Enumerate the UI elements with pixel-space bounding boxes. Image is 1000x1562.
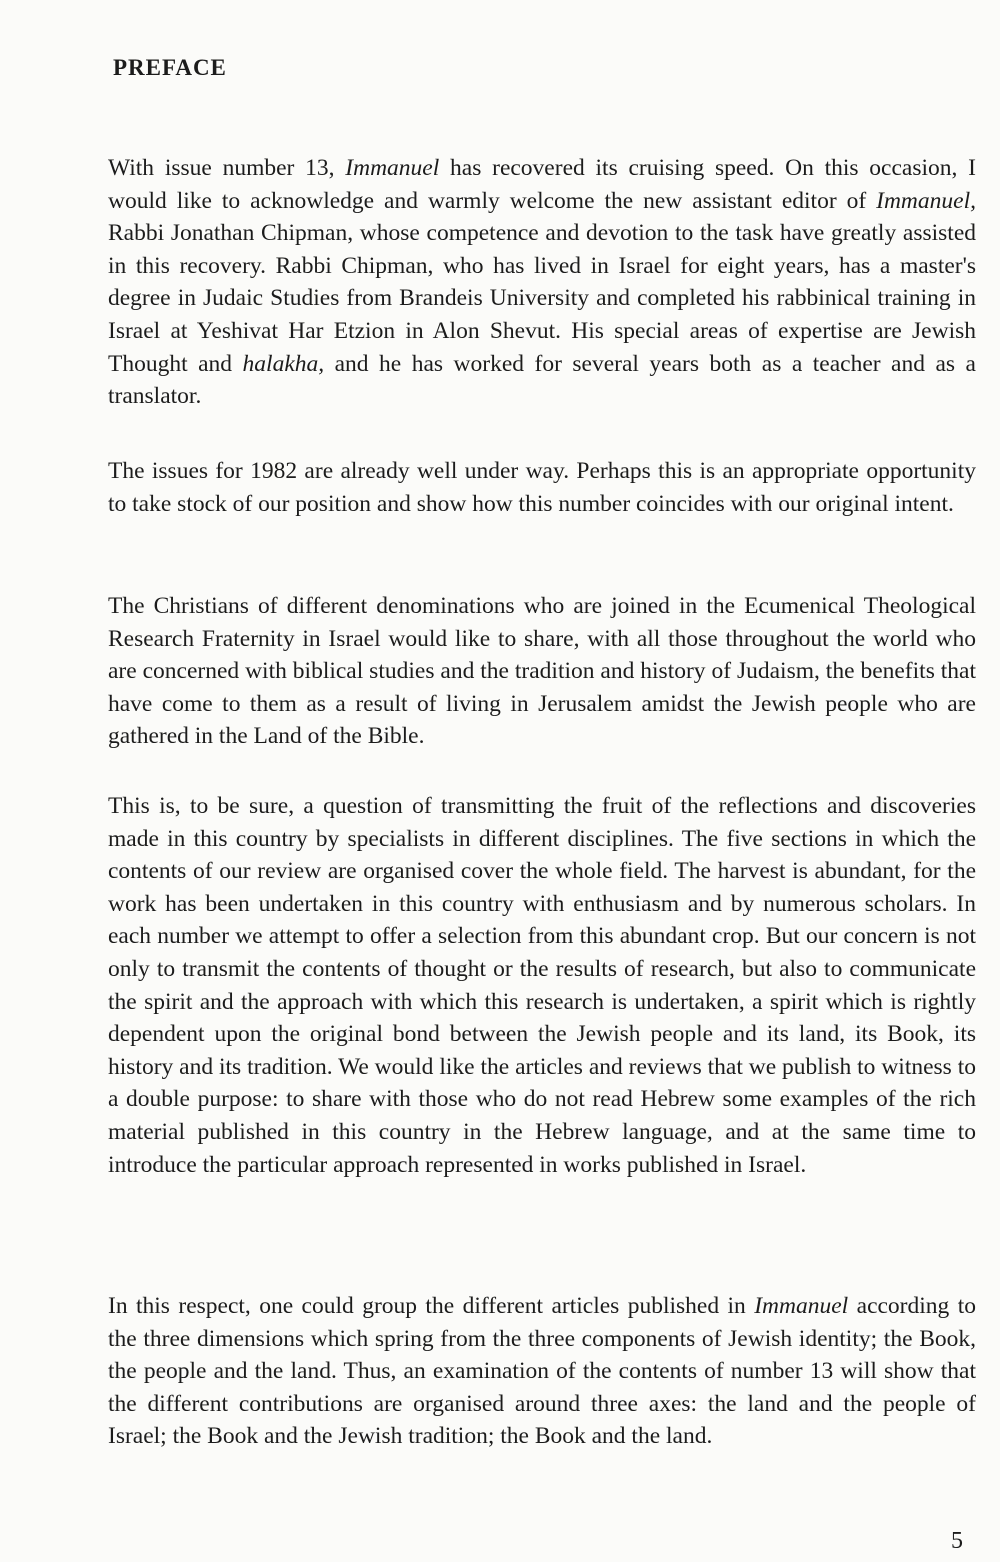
text-run: according to the three dimensions which spring from the three components of Jewish identity; the Book, the people and the land. Thus, an examination of the contents of number 13 will show that the different contributions are organised around three axes: the land and the people of Israel; the Book and the Jewish tradition; the Book and the land. [108,1293,976,1450]
paragraph-5 [108,1290,976,1453]
text-run: This is, to be sure, a question of transmitting the fruit of the reflections and discoveries made in this country by specialists in different disciplines. The five sections in which the contents of our review are organised cover the whole field. The harvest is abundant, for the work has been undertaken in this country with enthusiasm and by numerous scholars. In each number we attempt to offer a selection from this abundant crop. But our concern is not only to transmit the contents of thought or the results of research, but also to communicate the spirit and the approach with which this research is undertaken, a spirit which is rightly dependent upon the original bond between the Jewish people and its land, its Book, its history and its tradition. We would like the articles and reviews that we publish to witness to a double purpose: to share with those who do not read Hebrew some examples of the rich material published in this country in the Hebrew language, and at the same time to introduce the particular approach represented in works published in Israel. [108,793,976,1178]
text-run: In this respect, one could group the different articles published in [108,1293,755,1319]
text-run: The issues for 1982 are already well under way. Perhaps this is an appropriate opportunity to take stock of our position and show how this number coincides with our original intent. [108,458,976,517]
italic-run: halakha, [242,350,325,377]
text-run: has recovered its cruising speed. On this occasion, I would like to acknowledge and warmly welcome the new assistant editor of [108,155,976,214]
paragraph-2 [108,455,976,520]
preface-heading: PREFACE [113,55,227,80]
paragraph-4 [108,790,976,1181]
paragraph-1 [108,152,976,413]
italic-run: Immanuel, [876,187,976,214]
page-number: 5 [951,1528,963,1554]
text-run: With issue number 13, [108,155,346,181]
paragraph-3 [108,590,976,753]
text-run: and he has worked for several years both as a teacher and as a translator. [108,350,976,410]
text-run: Rabbi Jonathan Chipman, whose competence and devotion to the task have greatly assisted in this recovery. Rabbi Chipman, who has lived in Israel for eight years, has a master's degree in Judaic Studies from Brandeis University and completed his rabbinical training in Israel at Yeshivat Har Etzion in Alon Shevut. His special areas of expertise are Jewish Thought and [108,220,976,377]
italic-run: Immanuel [345,155,440,181]
text-run: The Christians of different denominations who are joined in the Ecumenical Theological Research Fraternity in Israel would like to share, with all those throughout the world who are concerned with biblical studies and the tradition and history of Judaism, the benefits that have come to them as a result of living in Jerusalem amidst the Jewish people who are gathered in the Land of the Bible. [108,593,976,750]
italic-run: Immanuel [754,1293,849,1319]
